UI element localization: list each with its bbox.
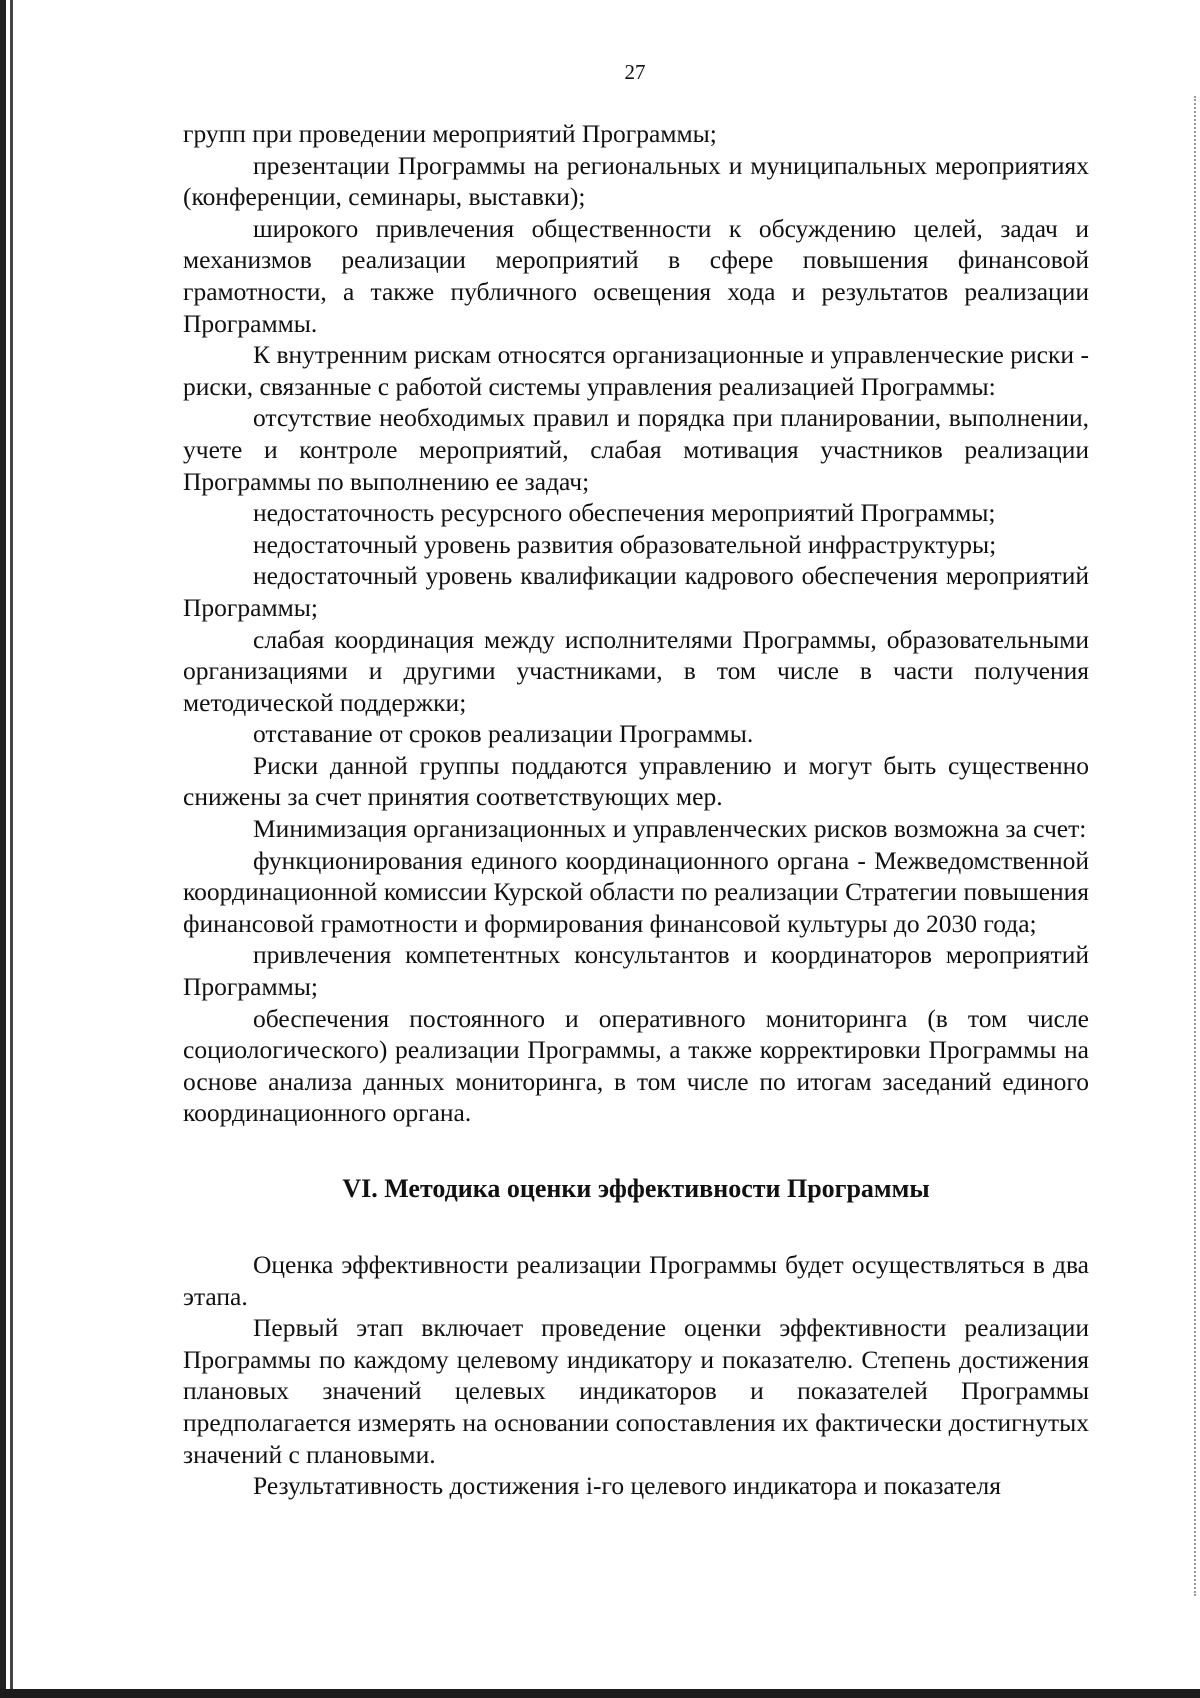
paragraph: функционирования единого координационного органа - Межведомственной координационной комиссии Курской области по реализации Стратегии повышения финансовой грамотности и формирования финансовой культуры до 2030 года; [183,845,1089,938]
paragraph: недостаточный уровень развития образовательной инфраструктуры; [253,529,997,559]
paragraph: Риски данной группы поддаются управлению и могут быть существенно снижены за счет принятия соответствующих мер. [183,750,1089,812]
paragraph: широкого привлечения общественности к обсуждению целей, задач и механизмов реализации мероприятий в сфере повышения финансовой грамотности, а также публичного освещения хода и результатов реализации Программы. [183,213,1089,338]
section-heading: VI. Методика оценки эффективности Программы [342,1174,930,1203]
paragraph: недостаточный уровень квалификации кадрового обеспечения мероприятий Программы; [183,561,1089,622]
paragraph: презентации Программы на региональных и муниципальных мероприятиях (конференции, семинары, выставки); [183,150,1089,212]
document-body [183,118,1089,1502]
scan-edge-bottom [0,1689,1200,1698]
page-number: 27 [624,60,646,84]
paragraph-continuation: групп при проведении мероприятий Программы; [183,119,717,148]
scan-edge-left-inner [10,0,13,1698]
paragraph: Первый этап включает проведение оценки эффективности реализации Программы по каждому целевому индикатору и показателю. Степень достижения плановых значений целевых индикаторов и показателей Программы предполагается измерять на основании сопоставления их фактически достигнутых значений с плановыми. [183,1313,1089,1469]
paragraph: привлечения компетентных консультантов и координаторов мероприятий Программы; [183,940,1089,1002]
paragraph: отсутствие необходимых правил и порядка при планировании, выполнении, учете и контроле мероприятий, слабая мотивация участников реализации Программы по выполнению ее задач; [183,403,1089,496]
paragraph: Оценка эффективности реализации Программы будет осуществляться в два этапа. [183,1250,1089,1311]
paragraph: обеспечения постоянного и оперативного мониторинга (в том числе социологического) реализации Программы, а также корректировки Программы на основе анализа данных мониторинга, в том числе по итогам заседаний единого координационного органа. [183,1003,1089,1128]
scan-edge-left [0,0,6,1698]
paragraph: К внутренним рискам относятся организационные и управленческие риски - риски, связанные с работой системы управления реализацией Программы: [183,340,1089,401]
scan-edge-right [1194,96,1198,1596]
paragraph: слабая координация между исполнителями Программы, образовательными организациями и другими участниками, в том числе в части получения методической поддержки; [183,624,1089,717]
paragraph: отставание от сроков реализации Программы. [253,719,754,749]
paragraph: Результативность достижения i-го целевого индикатора и показателя [253,1471,1001,1501]
paragraph: Минимизация организационных и управленческих рисков возможна за счет: [253,814,1087,844]
paragraph: недостаточность ресурсного обеспечения мероприятий Программы; [253,498,996,528]
